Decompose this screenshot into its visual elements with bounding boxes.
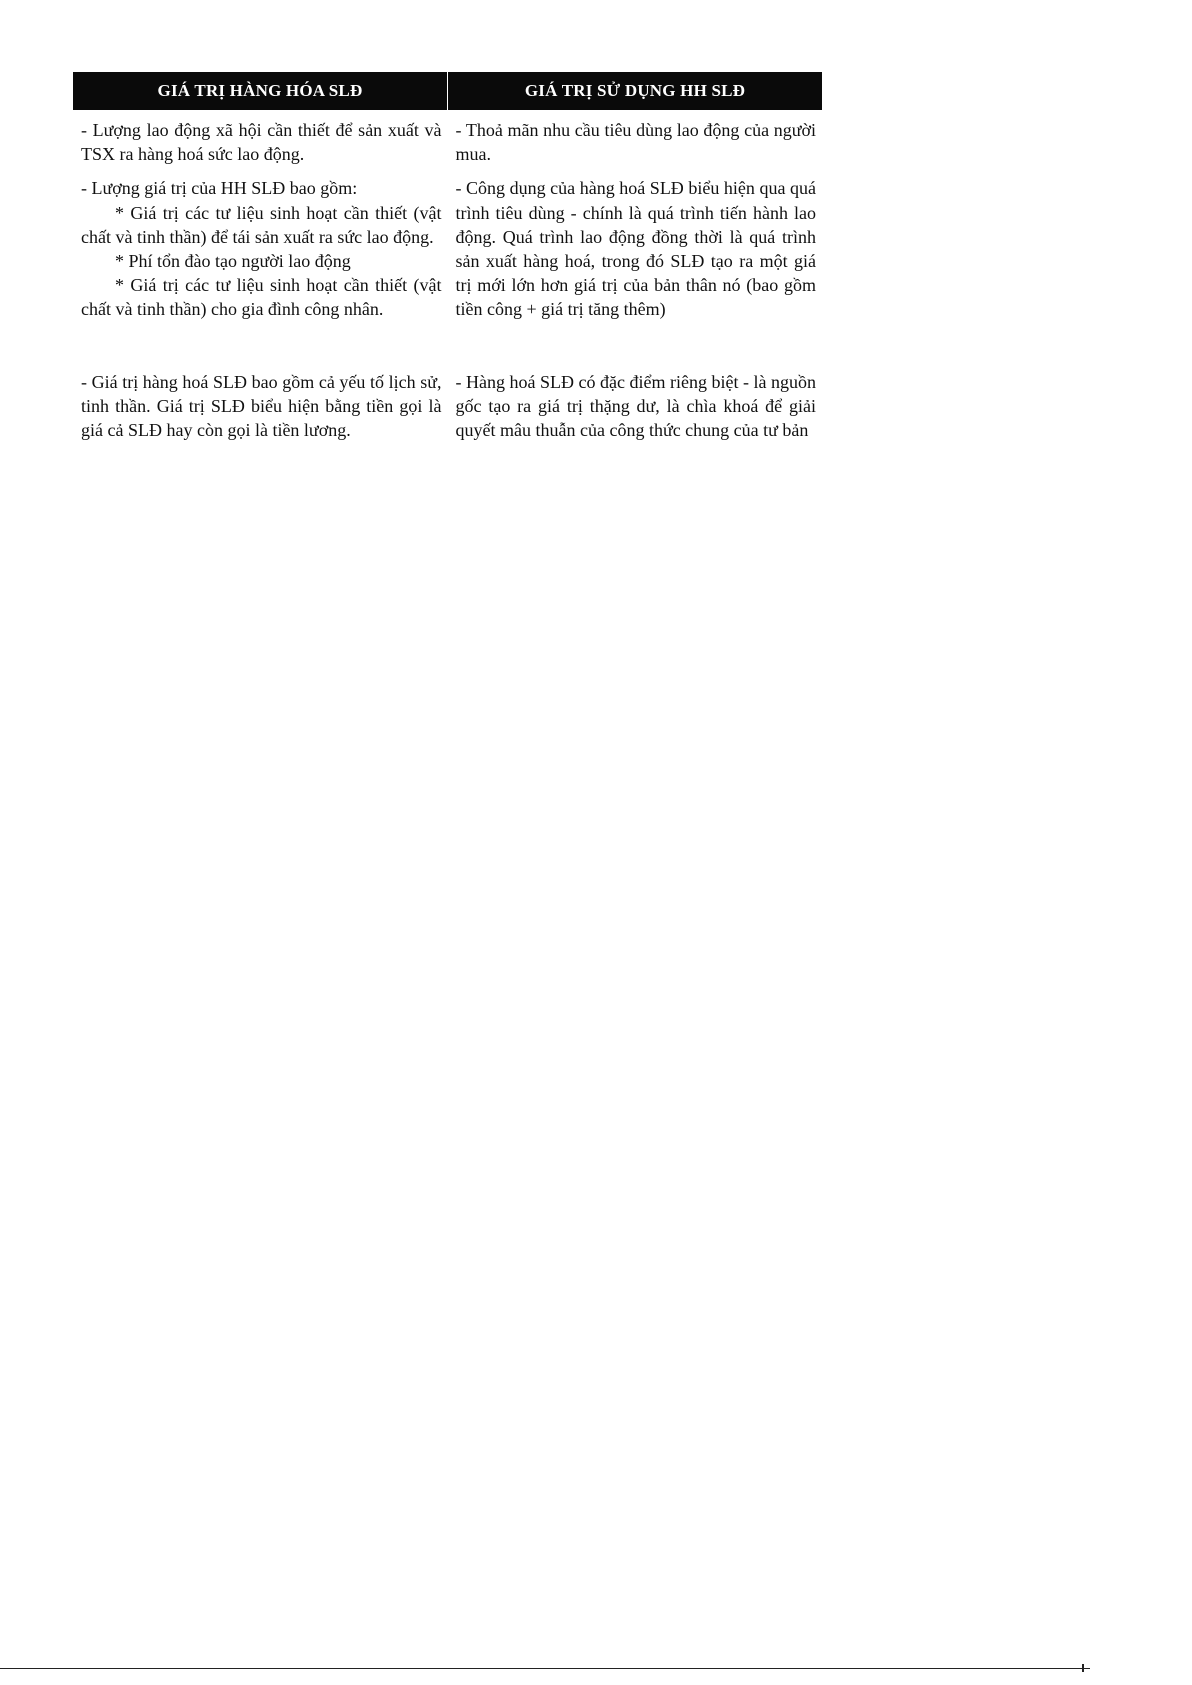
table-cell [73, 370, 448, 443]
page-edge-mark [1082, 1664, 1084, 1672]
table-cell [73, 118, 448, 166]
page-bottom-rule [0, 1668, 1090, 1669]
cell-bullet: * Phí tổn đào tạo người lao động [115, 251, 351, 272]
cell-paragraph: - Thoả mãn nhu cầu tiêu dùng lao động của người mua. [455, 120, 816, 165]
cell-paragraph: - Lượng lao động xã hội cần thiết để sản xuất và TSX ra hàng hoá sức lao động. [81, 120, 442, 165]
table-header-row [73, 72, 822, 110]
comparison-table [73, 72, 822, 442]
table-cell [448, 370, 823, 443]
table-row [73, 370, 822, 443]
header-labor-power-use-value: GIÁ TRỊ SỬ DỤNG HH SLĐ [524, 81, 746, 100]
cell-paragraph: - Công dụng của hàng hoá SLĐ biểu hiện qua quá trình tiêu dùng - chính là quá trình tiến hành lao động. Quá trình lao động đồng thời là quá trình sản xuất hàng hoá, trong đó SLĐ tạo ra một giá trị mới lớn hơn giá trị của bản thân nó (bao gồm tiền công + giá trị tăng thêm) [455, 178, 816, 320]
cell-paragraph: - Giá trị hàng hoá SLĐ bao gồm cả yếu tố lịch sử, tinh thần. Giá trị SLĐ biểu hiện bằng tiền gọi là giá cả SLĐ hay còn gọi là tiền lương. [81, 371, 442, 441]
table-cell [448, 176, 823, 321]
cell-paragraph: - Hàng hoá SLĐ có đặc điểm riêng biệt - là nguồn gốc tạo ra giá trị thặng dư, là chìa khoá để giải quyết mâu thuẫn của công thức chung của tư bản [455, 371, 816, 441]
table-row [73, 118, 822, 166]
table-row [73, 176, 822, 321]
cell-bullet: * Giá trị các tư liệu sinh hoạt cần thiết (vật chất và tinh thần) để tái sản xuất ra sức lao động. [81, 202, 442, 247]
header-labor-power-value: GIÁ TRỊ HÀNG HÓA SLĐ [73, 72, 448, 110]
table-cell [448, 118, 823, 166]
cell-bullet: * Giá trị các tư liệu sinh hoạt cần thiết (vật chất và tinh thần) cho gia đình công nhân. [81, 275, 442, 320]
cell-paragraph: - Lượng giá trị của HH SLĐ bao gồm: [81, 178, 358, 199]
table-cell [73, 176, 448, 321]
